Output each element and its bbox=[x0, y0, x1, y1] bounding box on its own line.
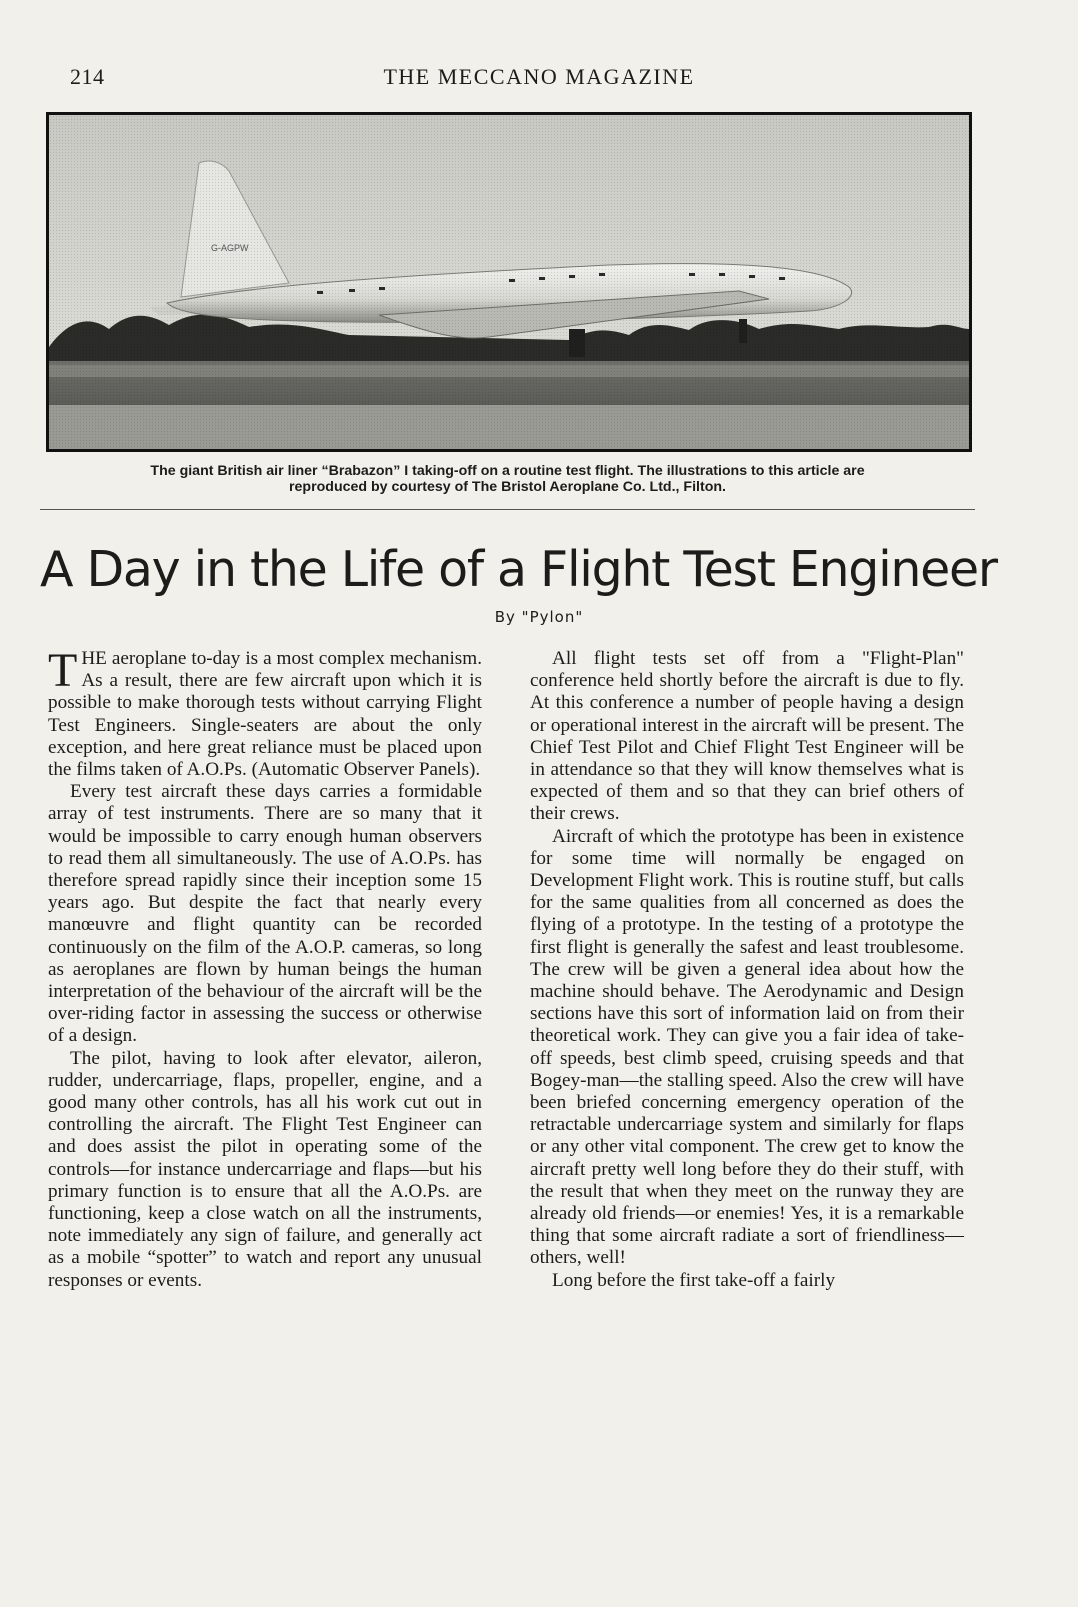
paragraph: Long before the first take-off a fairly bbox=[552, 1269, 836, 1291]
paragraph: THE aeroplane to-day is a most complex mechanism. As a result, there are few aircraft upon which it is possible to make thorough tests without carrying Flight Test Engineers. Single-seaters are about the only exception, and here great reliance must be placed upon the films taken of A.O.Ps. (Automatic Observer Panels). bbox=[48, 644, 482, 781]
caption-line-2: reproduced by courtesy of The Bristol Aeroplane Co. Ltd., Filton. bbox=[289, 479, 726, 495]
divider-rule bbox=[40, 509, 975, 510]
article-byline: By "Pylon" bbox=[494, 608, 584, 626]
photo-caption bbox=[40, 463, 975, 495]
caption-line-1: The giant British air liner “Brabazon” I taking-off on a routine test flight. The illustrations to this article are bbox=[150, 463, 865, 479]
paragraph: Aircraft of which the prototype has been in existence for some time will normally be engaged on Development Flight work. This is routine stuff, but calls for the same qualities from all concerned as does the flying of a prototype. In the testing of a prototype the first flight is generally the safest and least troublesome. The crew will be given a general idea about how the machine should behave. The Aerodynamic and Design sections have this sort of information laid on from their theoretical work. They can give you a fair idea of take-off speeds, best climb speed, cruising speeds and that Bogey-man—the stalling speed. Also the crew will have been briefed concerning emergency operation of the retractable undercarriage system and similarly for flaps or any other vital component. The crew get to know the aircraft pretty well long before they do their stuff, with the result that when they meet on the runway they are already old friends—or enemies! Yes, it is a remarkable thing that some aircraft radiate a sort of friendliness—others, well! bbox=[530, 825, 964, 1269]
running-head: THE MECCANO MAGAZINE bbox=[383, 64, 695, 89]
article-column-left bbox=[48, 644, 482, 1292]
paragraph: The pilot, having to look after elevator, aileron, rudder, undercarriage, flaps, propeller, engine, and a good many other controls, has all his work cut out in controlling the aircraft. The Flight Test Engineer can and does assist the pilot in operating some of the controls—for instance undercarriage and flaps—but his primary function is to ensure that all the A.O.Ps. are functioning, keep a close watch on all the instruments, note immediately any sign of failure, and generally act as a mobile “spotter” to watch and report any unusual responses or events. bbox=[48, 1047, 482, 1291]
article-title: A Day in the Life of a Flight Test Engineer bbox=[40, 541, 997, 598]
article-column-right bbox=[530, 648, 964, 1292]
paragraph: All flight tests set off from a "Flight-Plan" conference held shortly before the aircraft is due to fly. At this conference a number of people having a design or operational interest in the aircraft will be present. The Chief Test Pilot and Chief Flight Test Engineer will be in attendance so that they will know themselves what is expected of them and so that they can brief others of their crews. bbox=[530, 648, 964, 825]
photo-brabazon-takeoff bbox=[46, 112, 972, 452]
paragraph: Every test aircraft these days carries a formidable array of test instruments. There are so many that it would be impossible to carry enough human observers to read them all simultaneously. The use of A.O.Ps. has therefore spread rapidly since their inception some 15 years ago. But despite the fact that nearly every manœuvre and flight quantity can be recorded continuously on the film of the A.O.P. cameras, so long as aeroplanes are flown by human beings the human interpretation of the behaviour of the aircraft will be the over-riding factor in assessing the success or otherwise of a design. bbox=[48, 781, 482, 1047]
page-number: 214 bbox=[70, 64, 105, 89]
